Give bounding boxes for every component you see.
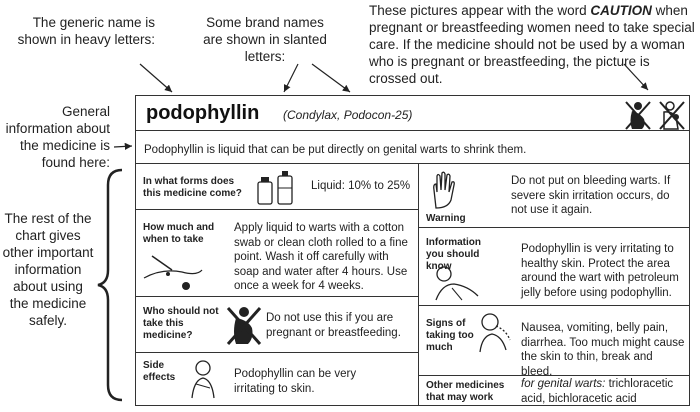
side-effects-label: Side effects — [143, 360, 176, 383]
forms-label: In what forms does this medicine come? — [143, 176, 242, 199]
pregnant-woman-icon — [626, 102, 650, 129]
who-not-label: Who should not take this medicine? — [143, 306, 219, 341]
general-information: Podophyllin is liquid that can be put directly on genital warts to shrink them. — [144, 144, 527, 156]
bottles-icon — [256, 170, 300, 206]
annotation-general-info: General information about the medicine is found here: — [5, 104, 110, 170]
annotation-caution: These pictures appear with the word CAUTION when pregnant or breastfeeding women need to take special care. If the medicine should not be used by a woman who is pregnant or breastfeeding, the picture is crossed out. — [369, 3, 695, 86]
side-effects-value: Podophyllin can be very irritating to skin. — [234, 368, 357, 395]
annotation-brand-names: Some brand names are shown in slanted letters: — [203, 15, 327, 64]
signs-value: Nausea, vomiting, belly pain, diarrhea. Too much might cause the skin to thin, break and bleed. — [521, 322, 685, 378]
caution-word: CAUTION — [590, 3, 652, 18]
swab-application-icon — [142, 248, 204, 292]
how-much-value: Apply liquid to warts with a cotton swab or clean cloth rolled to a fine point. Wash it off carefully with soap and water after 4 hours. Use once a week for 4 weeks. — [234, 222, 408, 292]
vomiting-person-icon — [474, 310, 516, 354]
caution-icons — [626, 99, 686, 131]
brand-names: (Condylax, Podocon-25) — [283, 108, 413, 122]
other-medicines-label: Other medicines that may work — [426, 380, 505, 403]
generic-name: podophyllin — [146, 102, 260, 124]
information-value: Podophyllin is very irritating to healthy skin. Protect the area around the wart with petroleum jelly before using podophyllin. — [521, 243, 679, 299]
annotation-rest-of-chart: The rest of the chart gives other important information about using the medicine safely. — [2, 211, 94, 328]
sick-person-lying-icon — [432, 264, 482, 304]
other-medicines-list: trichloracetic acid, bichloracetic acid — [521, 378, 674, 405]
crossed-pregnant-woman-icon — [226, 304, 262, 346]
how-much-label: How much and when to take — [143, 222, 215, 245]
other-medicines-prefix: for genital warts: — [521, 378, 606, 390]
who-not-value: Do not use this if you are pregnant or breastfeeding. — [266, 312, 401, 339]
breastfeeding-woman-icon — [660, 102, 684, 129]
signs-label: Signs of taking too much — [426, 318, 474, 353]
medicine-card — [135, 95, 690, 406]
information-label: Information you should know — [426, 237, 481, 272]
warning-hand-icon — [428, 170, 462, 210]
other-medicines-value — [521, 377, 686, 406]
forms-value: Liquid: 10% to 25% — [311, 180, 411, 192]
warning-value: Do not put on bleeding warts. If severe skin irritation occurs, do not use it again. — [511, 175, 671, 216]
warning-label: Warning — [426, 213, 466, 224]
annotation-generic-name: The generic name is shown in heavy letters: — [17, 15, 155, 47]
sick-person-icon — [188, 358, 218, 400]
